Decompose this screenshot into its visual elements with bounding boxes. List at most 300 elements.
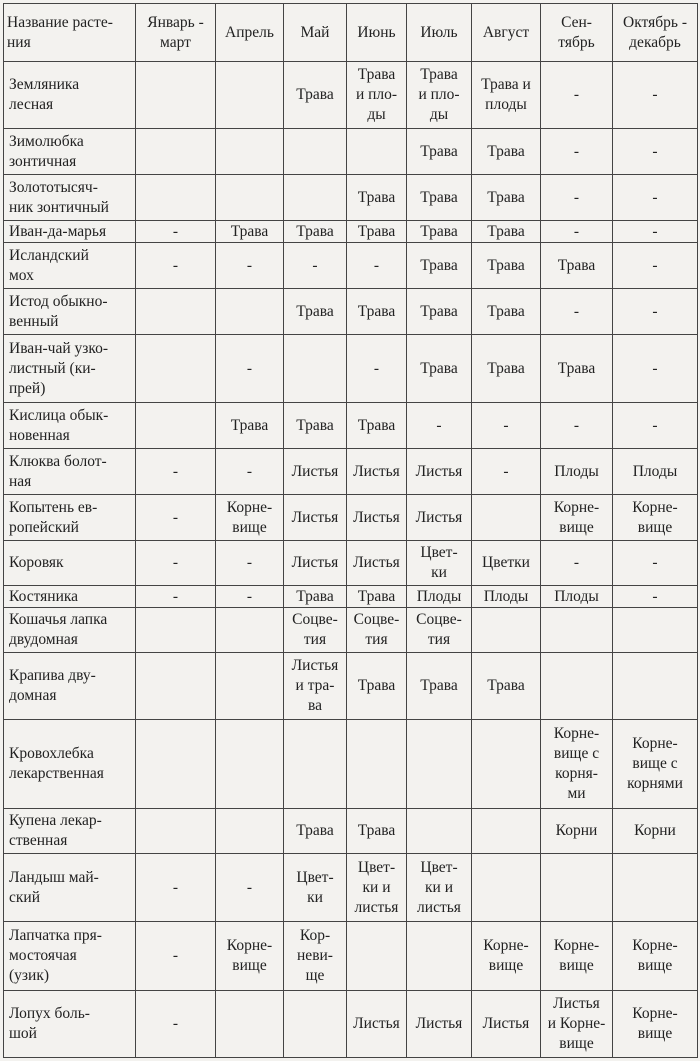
harvest-cell — [472, 449, 541, 495]
harvest-cell — [136, 403, 216, 449]
harvest-cell-text: Соцве- тия — [292, 611, 338, 648]
harvest-cell — [407, 62, 472, 129]
harvest-cell — [541, 720, 613, 809]
harvest-cell — [284, 175, 347, 221]
harvest-cell — [613, 720, 698, 809]
harvest-cell — [472, 991, 541, 1058]
harvest-cell — [284, 221, 347, 243]
harvest-cell-text: Плоды — [483, 587, 529, 605]
harvest-cell-text: - — [652, 554, 658, 571]
harvest-cell-text: Листья — [415, 462, 463, 480]
harvest-cell-text: Трава — [296, 222, 334, 240]
harvest-cell — [347, 62, 407, 129]
harvest-cell — [136, 608, 216, 653]
harvest-cell-text: Трава — [420, 677, 458, 694]
plant-name-cell: Костяника — [4, 586, 136, 608]
harvest-cell-text: - — [652, 416, 658, 434]
table-row — [4, 586, 698, 608]
harvest-cell-text: - — [373, 256, 380, 274]
harvest-cell — [284, 243, 347, 289]
harvest-cell — [407, 403, 472, 449]
harvest-cell-text: Трава — [420, 302, 458, 320]
harvest-cell — [541, 586, 613, 608]
harvest-cell-text: Трава — [487, 359, 525, 377]
harvest-cell-text: - — [246, 554, 253, 571]
harvest-cell — [136, 586, 216, 608]
harvest-cell — [284, 720, 347, 809]
harvest-cell — [541, 991, 613, 1058]
table-row — [4, 653, 698, 720]
harvest-cell — [407, 175, 472, 221]
harvest-cell — [347, 243, 407, 289]
harvest-cell-text: Корне- вище — [632, 1005, 678, 1042]
harvest-cell-text: Трава — [230, 416, 269, 434]
harvest-cell-text: Трава — [487, 142, 525, 160]
harvest-cell — [284, 854, 347, 922]
table-row — [4, 720, 698, 809]
table-row — [4, 991, 698, 1058]
harvest-cell-text: Цвет- ки и листья — [417, 858, 461, 916]
harvest-cell-text: - — [573, 554, 580, 571]
harvest-cell — [216, 854, 284, 922]
harvest-cell — [347, 608, 407, 653]
harvest-cell — [284, 403, 347, 449]
harvest-cell — [472, 720, 541, 809]
harvest-cell — [216, 335, 284, 403]
harvest-cell — [284, 809, 347, 854]
harvest-cell — [541, 335, 613, 403]
harvest-cell — [136, 335, 216, 403]
harvest-cell — [347, 449, 407, 495]
harvest-cell-text: - — [652, 142, 658, 160]
harvest-cell-text: Корни — [634, 822, 676, 839]
table-row — [4, 335, 698, 403]
harvest-cell-text: - — [172, 878, 179, 896]
harvest-cell-text: Соцве- тия — [353, 611, 400, 648]
harvest-cell-text: Соцве- тия — [416, 611, 462, 648]
table-row — [4, 495, 698, 541]
harvest-cell-text: Трава — [357, 822, 396, 839]
harvest-cell-text: - — [172, 554, 179, 571]
table-row — [4, 541, 698, 586]
table-row — [4, 449, 698, 495]
harvest-cell — [284, 608, 347, 653]
header-cell: Апрель — [216, 4, 284, 62]
harvest-cell-text: - — [652, 222, 658, 240]
harvest-cell — [347, 221, 407, 243]
harvest-cell — [472, 854, 541, 922]
harvest-cell — [347, 541, 407, 586]
plant-name-cell: Золототысяч- ник зонтичный — [4, 175, 136, 221]
harvest-cell — [407, 129, 472, 175]
harvest-cell — [407, 243, 472, 289]
harvest-cell — [407, 335, 472, 403]
harvest-cell-text: Листья — [291, 462, 339, 480]
harvest-cell-text: - — [172, 947, 179, 964]
harvest-cell — [472, 335, 541, 403]
header-cell: Сен- тябрь — [541, 4, 613, 62]
harvest-cell — [541, 608, 613, 653]
harvest-cell — [136, 854, 216, 922]
harvest-cell — [284, 289, 347, 335]
harvest-cell — [541, 541, 613, 586]
harvest-cell-text: Листья — [415, 508, 463, 526]
table-row — [4, 175, 698, 221]
harvest-cell — [472, 62, 541, 129]
harvest-cell — [216, 720, 284, 809]
harvest-cell — [613, 335, 698, 403]
harvest-cell-text: Трава — [357, 222, 396, 240]
harvest-cell-text: - — [172, 256, 179, 274]
harvest-cell — [136, 243, 216, 289]
harvest-cell — [347, 653, 407, 720]
harvest-cell-text: - — [172, 587, 179, 605]
harvest-cell-text: Цвет- ки — [296, 868, 334, 906]
table-row — [4, 403, 698, 449]
harvest-cell-text: Трава — [487, 677, 525, 694]
harvest-cell-text: - — [246, 878, 253, 896]
harvest-cell-text: Плоды — [554, 462, 599, 480]
harvest-cell-text: Цветки — [482, 554, 530, 571]
harvest-cell-text: Корне- вище — [553, 498, 600, 536]
harvest-cell-text: Трава и плоды — [481, 76, 531, 113]
harvest-cell — [284, 62, 347, 129]
table-row — [4, 809, 698, 854]
harvest-cell-text: Трава — [487, 302, 525, 320]
harvest-cell — [216, 175, 284, 221]
table-row — [4, 608, 698, 653]
harvest-cell-text: - — [246, 462, 253, 480]
harvest-cell — [216, 289, 284, 335]
plant-name-cell: Зимолюбка зонтичная — [4, 129, 136, 175]
harvest-cell-text: - — [246, 587, 253, 605]
harvest-cell-text: - — [246, 256, 253, 274]
harvest-cell-text: - — [172, 222, 179, 240]
table-row — [4, 243, 698, 289]
harvest-cell — [613, 586, 698, 608]
harvest-cell-text: Трава и пло- ды — [418, 66, 460, 123]
harvest-cell — [347, 335, 407, 403]
header-cell: Январь - март — [136, 4, 216, 62]
harvest-cell-text: Трава — [487, 256, 525, 274]
harvest-cell-text: Листья — [291, 554, 339, 571]
harvest-cell-text: Трава — [357, 302, 396, 320]
harvest-cell-text: - — [652, 86, 658, 103]
table-row — [4, 129, 698, 175]
plant-name-cell: Ландыш май- ский — [4, 854, 136, 922]
harvest-cell-text: Трава — [420, 188, 458, 206]
harvest-cell — [613, 243, 698, 289]
harvest-cell — [407, 586, 472, 608]
harvest-cell — [284, 586, 347, 608]
harvest-cell-text: Трава — [296, 822, 334, 839]
harvest-cell — [407, 608, 472, 653]
harvest-cell — [216, 62, 284, 129]
harvest-cell-text: Корни — [555, 822, 598, 839]
harvest-cell — [472, 221, 541, 243]
harvest-cell — [216, 129, 284, 175]
harvest-cell — [136, 62, 216, 129]
harvest-cell-text: - — [172, 508, 179, 526]
harvest-cell — [407, 922, 472, 991]
harvest-cell — [541, 289, 613, 335]
harvest-cell — [613, 403, 698, 449]
harvest-cell-text: Листья — [415, 1015, 463, 1032]
harvest-cell — [407, 653, 472, 720]
harvest-cell — [472, 586, 541, 608]
harvest-cell — [216, 922, 284, 991]
plant-name-cell: Исландский мох — [4, 243, 136, 289]
harvest-cell — [347, 403, 407, 449]
harvest-cell — [284, 495, 347, 541]
harvest-cell — [216, 495, 284, 541]
harvest-cell-text: Корне- вище с корня- ми — [553, 725, 600, 802]
harvest-cell — [216, 991, 284, 1058]
harvest-cell — [407, 495, 472, 541]
harvest-cell-text: Листья и тра- ва — [291, 657, 339, 714]
harvest-cell-text: Листья — [482, 1015, 530, 1032]
harvest-cell — [284, 449, 347, 495]
harvest-cell — [216, 653, 284, 720]
harvest-cell — [613, 129, 698, 175]
harvest-cell — [541, 175, 613, 221]
harvest-cell-text: Цвет- ки — [420, 544, 458, 581]
harvest-cell — [407, 991, 472, 1058]
harvest-cell — [613, 62, 698, 129]
harvest-cell — [407, 449, 472, 495]
header-cell: Октябрь - декабрь — [613, 4, 698, 62]
harvest-cell — [407, 854, 472, 922]
harvest-cell-text: Листья и Корне- вище — [547, 995, 606, 1052]
harvest-cell — [613, 854, 698, 922]
harvest-cell-text: Корне- вище — [632, 937, 678, 974]
harvest-cell — [347, 289, 407, 335]
harvest-cell — [613, 653, 698, 720]
harvest-cell — [613, 608, 698, 653]
harvest-cell-text: Трава — [357, 416, 396, 434]
harvest-cell-text: Трава — [487, 222, 525, 240]
plant-name-cell: Клюква болот- ная — [4, 449, 136, 495]
table-row — [4, 922, 698, 991]
harvest-cell — [347, 991, 407, 1058]
harvest-cell — [347, 495, 407, 541]
harvest-calendar-table — [3, 3, 698, 1058]
harvest-cell — [284, 653, 347, 720]
harvest-cell — [407, 720, 472, 809]
harvest-cell — [284, 541, 347, 586]
harvest-cell — [472, 403, 541, 449]
harvest-cell — [216, 586, 284, 608]
harvest-cell — [472, 922, 541, 991]
plant-name-cell: Истод обыкно- венный — [4, 289, 136, 335]
harvest-cell-text: Трава — [296, 587, 334, 605]
harvest-cell — [541, 243, 613, 289]
harvest-cell — [136, 809, 216, 854]
harvest-cell — [541, 922, 613, 991]
harvest-cell — [472, 495, 541, 541]
plant-name-cell: Крапива дву- домная — [4, 653, 136, 720]
harvest-cell-text: Трава — [357, 188, 396, 206]
harvest-cell — [216, 541, 284, 586]
table-row — [4, 854, 698, 922]
harvest-cell-text: Корне- вище — [226, 498, 273, 536]
harvest-cell — [347, 720, 407, 809]
harvest-cell — [347, 129, 407, 175]
harvest-cell-text: Трава и пло- ды — [355, 66, 398, 123]
harvest-cell — [136, 449, 216, 495]
harvest-cell-text: Листья — [353, 1015, 400, 1032]
plant-name-cell: Лопух боль- шой — [4, 991, 136, 1058]
header-cell: Июль — [407, 4, 472, 62]
harvest-cell — [284, 991, 347, 1058]
harvest-cell — [613, 175, 698, 221]
harvest-cell — [472, 289, 541, 335]
harvest-cell — [347, 854, 407, 922]
harvest-cell-text: - — [573, 302, 580, 320]
header-row — [4, 4, 698, 62]
harvest-cell-text: Трава — [296, 302, 334, 320]
harvest-cell — [136, 129, 216, 175]
plant-name-cell: Иван-чай узко- листный (ки- прей) — [4, 335, 136, 403]
harvest-cell — [541, 854, 613, 922]
harvest-cell-text: - — [573, 188, 580, 206]
harvest-cell — [541, 449, 613, 495]
harvest-cell — [284, 129, 347, 175]
harvest-cell — [613, 221, 698, 243]
harvest-cell — [407, 289, 472, 335]
harvest-cell-text: Цвет- ки и листья — [354, 858, 399, 916]
harvest-cell — [347, 809, 407, 854]
header-cell: Август — [472, 4, 541, 62]
plant-name-cell: Лапчатка пря- мостоячая (узик) — [4, 922, 136, 991]
harvest-cell — [472, 608, 541, 653]
harvest-cell — [347, 922, 407, 991]
harvest-cell — [216, 449, 284, 495]
harvest-cell — [347, 586, 407, 608]
table-row — [4, 289, 698, 335]
harvest-cell — [472, 653, 541, 720]
harvest-cell-text: Корне- вище — [483, 937, 529, 974]
harvest-cell — [216, 243, 284, 289]
harvest-cell — [472, 175, 541, 221]
harvest-cell-text: Корне- вище с корнями — [627, 735, 683, 792]
plant-name-cell: Кровохлебка лекарственная — [4, 720, 136, 809]
harvest-cell-text: - — [652, 256, 658, 274]
harvest-cell-text: - — [652, 359, 658, 377]
harvest-cell — [136, 175, 216, 221]
harvest-cell-text: - — [373, 359, 380, 377]
harvest-cell-text: Трава — [557, 359, 596, 377]
plant-name-cell: Кислица обык- новенная — [4, 403, 136, 449]
table-row — [4, 62, 698, 129]
harvest-cell-text: Трава — [230, 222, 269, 240]
harvest-cell-text: - — [436, 416, 442, 434]
harvest-cell-text: - — [652, 302, 658, 320]
harvest-cell — [613, 449, 698, 495]
harvest-cell — [472, 243, 541, 289]
harvest-cell-text: Плоды — [554, 587, 599, 605]
harvest-cell-text: - — [652, 587, 658, 605]
plant-name-cell: Земляника лесная — [4, 62, 136, 129]
harvest-cell — [472, 809, 541, 854]
harvest-cell — [136, 221, 216, 243]
harvest-cell-text: Трава — [357, 677, 396, 694]
harvest-cell-text: - — [172, 1015, 179, 1032]
harvest-cell — [541, 809, 613, 854]
harvest-cell — [472, 541, 541, 586]
harvest-cell — [407, 221, 472, 243]
harvest-cell — [284, 922, 347, 991]
harvest-cell — [613, 289, 698, 335]
harvest-cell-text: Корне- вище — [632, 498, 678, 536]
harvest-cell-text: - — [573, 142, 580, 160]
harvest-cell — [541, 62, 613, 129]
harvest-cell-text: Трава — [357, 587, 396, 605]
harvest-cell-text: Трава — [487, 188, 525, 206]
harvest-cell — [472, 129, 541, 175]
harvest-cell-text: Трава — [420, 256, 458, 274]
harvest-cell-text: - — [573, 416, 580, 434]
harvest-cell — [613, 495, 698, 541]
plant-name-cell: Иван-да-марья — [4, 221, 136, 243]
harvest-cell — [541, 495, 613, 541]
harvest-cell-text: Листья — [353, 554, 400, 571]
header-cell: Май — [284, 4, 347, 62]
harvest-cell — [136, 495, 216, 541]
harvest-cell-text: Листья — [353, 508, 400, 526]
harvest-cell — [136, 541, 216, 586]
harvest-cell-text: Кор- неви- ще — [297, 927, 333, 984]
harvest-cell — [541, 129, 613, 175]
harvest-cell-text: Корне- вище — [226, 937, 273, 974]
harvest-cell — [136, 720, 216, 809]
harvest-cell-text: - — [246, 359, 253, 377]
harvest-cell — [541, 403, 613, 449]
harvest-cell-text: Корне- вище — [553, 937, 600, 974]
harvest-cell-text: - — [503, 416, 509, 434]
plant-name-cell: Копытень ев- ропейский — [4, 495, 136, 541]
harvest-cell — [613, 541, 698, 586]
harvest-cell — [407, 809, 472, 854]
harvest-cell — [216, 608, 284, 653]
harvest-cell — [407, 541, 472, 586]
harvest-cell — [613, 809, 698, 854]
harvest-cell-text: - — [573, 222, 580, 240]
harvest-cell — [284, 335, 347, 403]
harvest-cell-text: - — [573, 86, 580, 103]
harvest-cell-text: Трава — [296, 416, 334, 434]
harvest-cell — [136, 653, 216, 720]
harvest-cell-text: - — [652, 188, 658, 206]
plant-name-cell: Кошачья лапка двудомная — [4, 608, 136, 653]
harvest-cell-text: - — [312, 256, 318, 274]
harvest-cell-text: Трава — [296, 86, 334, 103]
harvest-cell-text: - — [172, 462, 179, 480]
harvest-cell-text: Трава — [420, 359, 458, 377]
harvest-cell — [613, 991, 698, 1058]
table-body — [4, 62, 698, 1058]
harvest-cell-text: Плоды — [416, 587, 462, 605]
harvest-cell — [216, 809, 284, 854]
header-cell: Название расте- ния — [4, 4, 136, 62]
harvest-cell — [216, 403, 284, 449]
harvest-cell — [136, 289, 216, 335]
harvest-cell-text: Листья — [353, 462, 400, 480]
harvest-cell — [541, 221, 613, 243]
harvest-cell-text: Листья — [291, 508, 339, 526]
harvest-cell — [541, 653, 613, 720]
harvest-cell-text: Плоды — [632, 462, 678, 480]
